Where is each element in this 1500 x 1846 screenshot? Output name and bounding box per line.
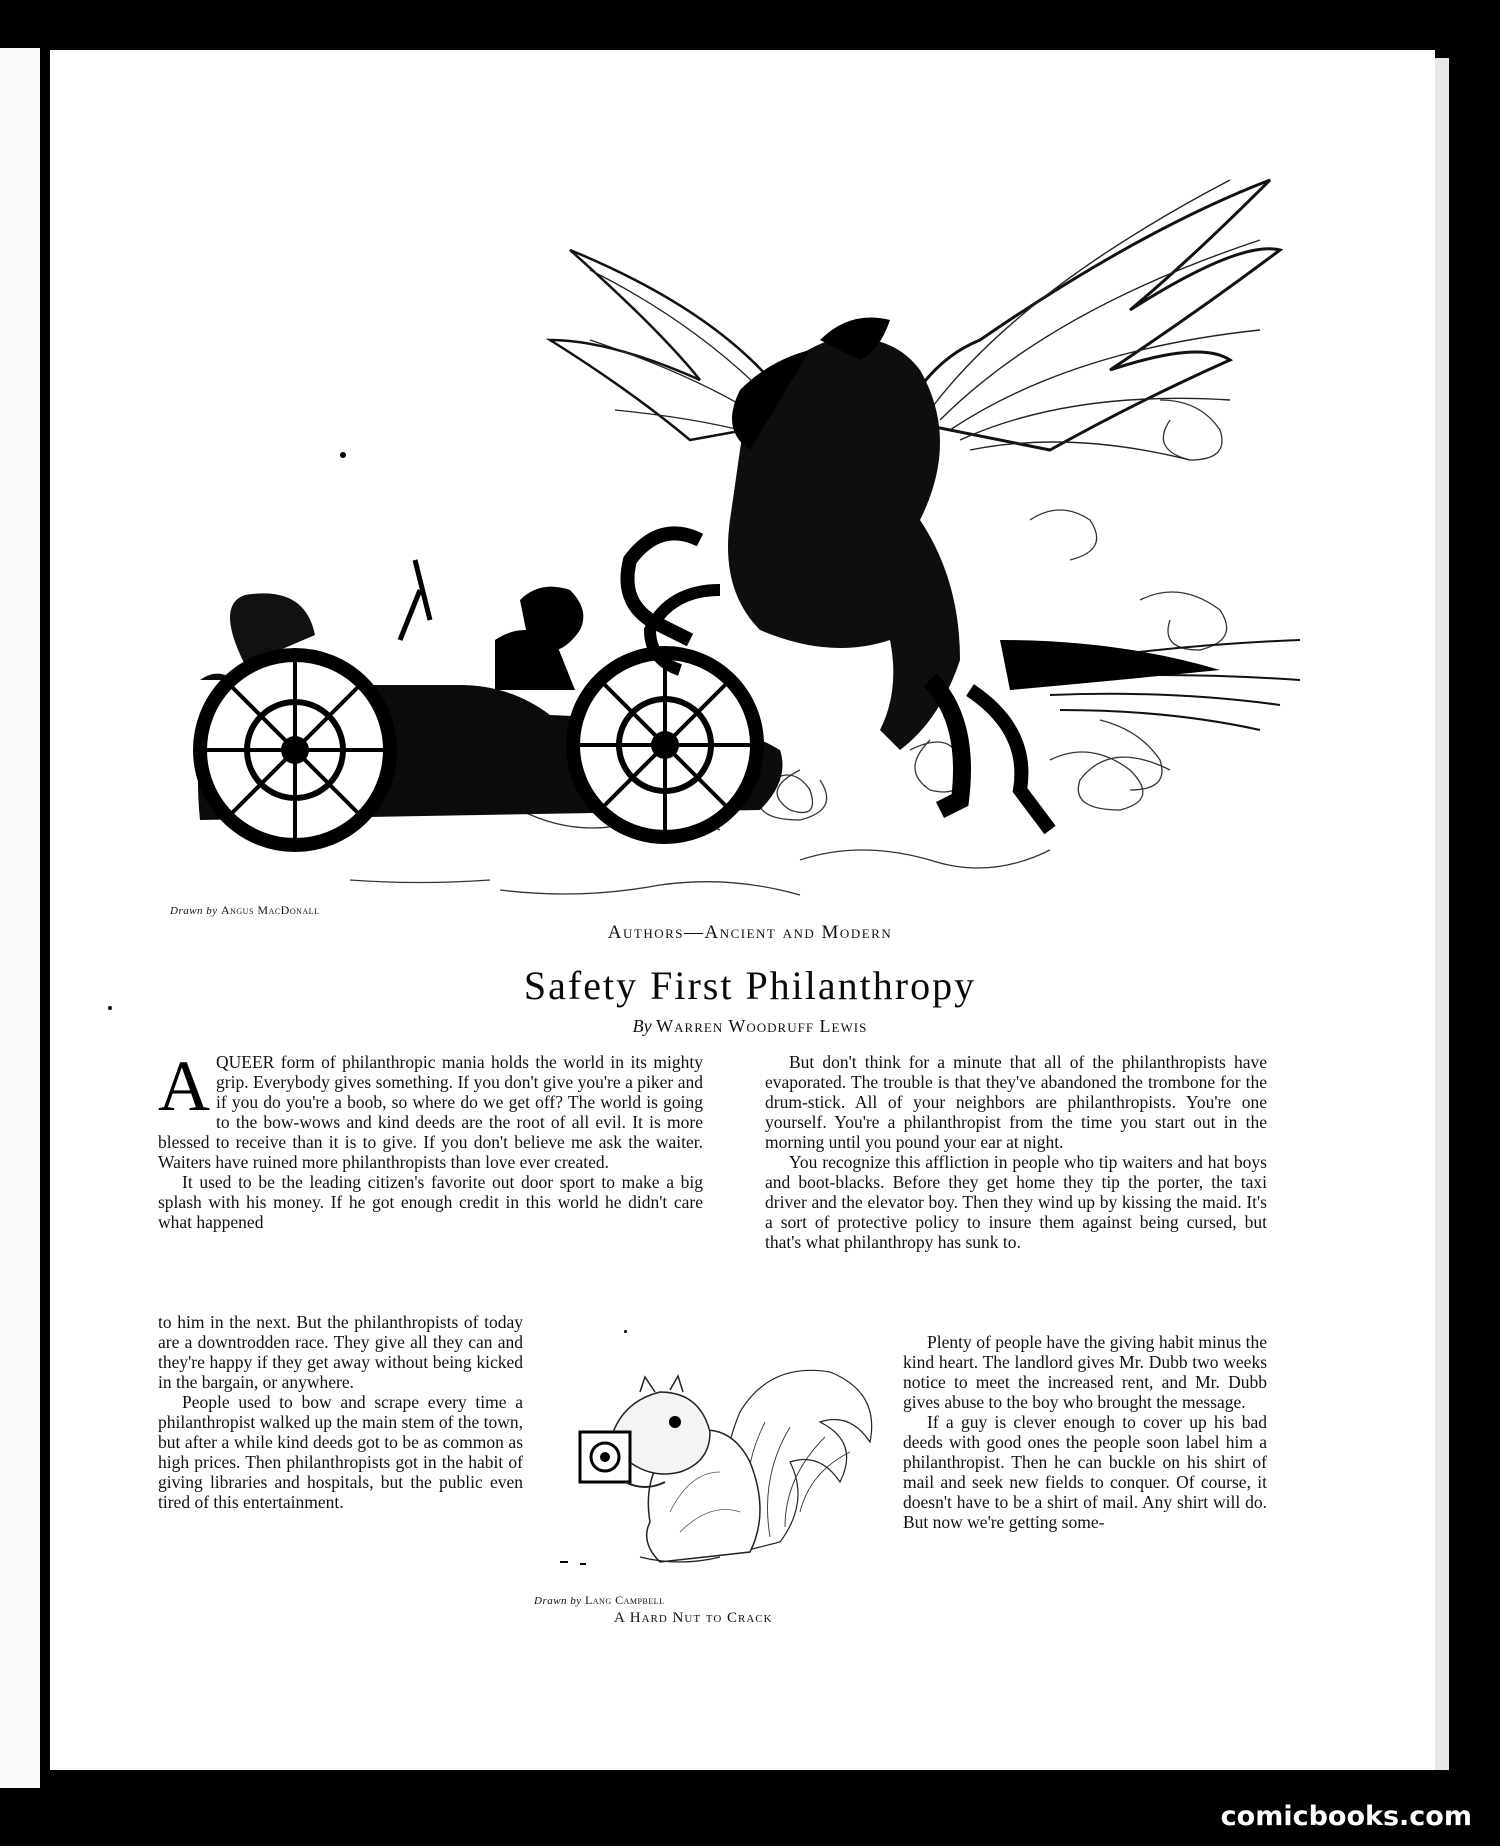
car: [198, 560, 783, 845]
illustration-caption: Authors—Ancient and Modern: [607, 922, 893, 943]
credit-artist-name: Lang Campbell: [584, 1593, 665, 1607]
squirrel-caption: A Hard Nut to Crack: [614, 1610, 773, 1626]
ink-speck: [624, 1330, 627, 1333]
credit-prefix: Drawn by: [534, 1595, 582, 1607]
page-rim: [1435, 58, 1449, 1770]
squirrel-illustration: [540, 1362, 900, 1592]
byline-prefix: By: [632, 1016, 652, 1036]
article-column-2: [765, 1052, 1267, 1252]
paragraph-text: QUEER form of philanthropic mania holds the world in its mighty grip. Everybody gives something. If you don't give you're a piker and if you do you're a boob, so where do we get off? The world is going to the bow-wows and kind deeds are the root of all evil. It is more blessed to receive than it is to give. If you don't believe me ask the waiter. Waiters have ruined more philanthropists than love ever created.: [158, 1052, 703, 1172]
paragraph: If a guy is clever enough to cover up his bad deeds with good ones the people soon label him a philanthropist. Then he can buckle on his shirt of mail and seek new fields to conquer. Of course, it doesn't have to be a shirt of mail. Any shirt will do. But now we're getting some-: [903, 1412, 1267, 1532]
squirrel-credit: [534, 1593, 664, 1608]
paragraph: It used to be the leading citizen's favorite out door sport to make a big splash with his money. If he got enough credit in this world he didn't care what happened: [158, 1172, 703, 1232]
pegasus-car-illustration: [100, 120, 1300, 930]
paragraph: People used to bow and scrape every time a philanthropist walked up the main stem of the town, but after a while kind deeds got to be as common as high prices. Then philanthropists got in the habit of giving libraries and hospitals, but the public even tired of this entertainment.: [158, 1392, 524, 1512]
credit-prefix: Drawn by: [170, 905, 218, 917]
article-title: Safety First Philanthropy: [523, 963, 977, 1008]
paragraph: You recognize this affliction in people who tip waiters and hat boys and boot-blacks. Before they get home they tip the porter, the taxi driver and the elevator boy. Then they wind up by kissing the maid. It's a sort of protective policy to insure them against being cursed, but that's what philanthropy has sunk to.: [765, 1152, 1267, 1252]
article-column-1-bottom: [158, 1312, 523, 1512]
site-watermark: comicbooks.com: [1220, 1801, 1472, 1832]
article-byline: [0, 1016, 1500, 1037]
article-column-3: [903, 1332, 1267, 1532]
paragraph: But don't think for a minute that all of the philanthropists have evaporated. The trouble is that they've abandoned the trombone for the drum-stick. All of your neighbors are philanthropists. You're one yourself. You're a philanthropist from the time you start out in the morning until you pound your ear at night.: [765, 1052, 1267, 1152]
paragraph: to him in the next. But the philanthropists of today are a downtrodden race. They give all they can and they're happy if they get away without being kicked in the bargain, or anywhere.: [158, 1312, 523, 1392]
credit-artist-name: Angus MacDonall: [220, 903, 320, 917]
article-column-1-top: [158, 1046, 703, 1232]
adjacent-page-edge: [0, 48, 40, 1788]
illustration-credit: [170, 903, 319, 918]
paragraph: [158, 1046, 703, 1172]
drop-cap: A: [158, 1046, 210, 1126]
byline-author: Warren Woodruff Lewis: [656, 1016, 868, 1036]
paragraph: Plenty of people have the giving habit minus the kind heart. The landlord gives Mr. Dubb two weeks notice to meet the increased rent, and Mr. Dubb gives abuse to the boy who brought the message.: [903, 1332, 1267, 1412]
